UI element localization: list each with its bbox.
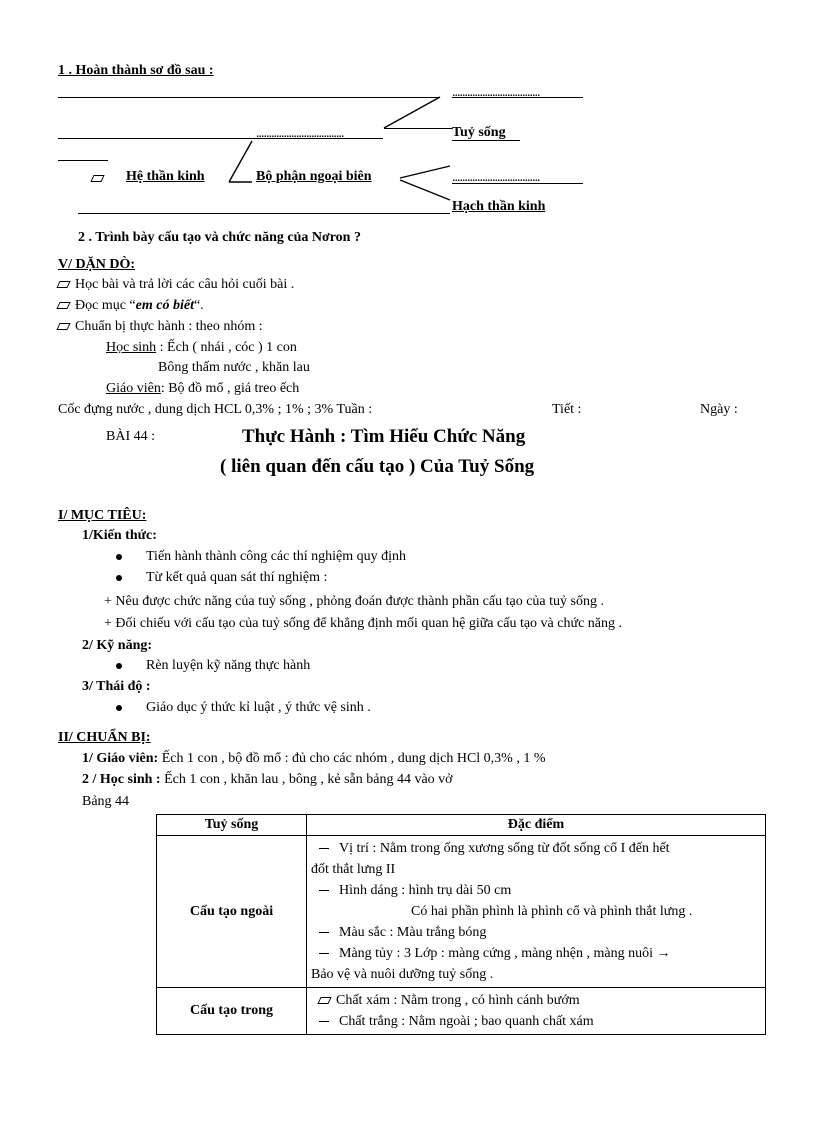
row-label-internal: Cấu tạo trong (157, 988, 307, 1035)
table-header-row (157, 815, 766, 836)
peripheral-label: Bộ phận ngoại biên (256, 169, 372, 184)
dash-icon (319, 1021, 329, 1022)
section2-title: 2 . Trình bày cấu tạo và chức năng của Nơron ? (78, 230, 361, 245)
knowledge-item-1: Tiến hành thành công các thí nghiệm quy định (116, 550, 406, 564)
knowledge-item-4: + Đối chiếu với cấu tạo của tuỷ sống để khẳng định mối quan hệ giữa cấu tạo và chức năng . (104, 616, 622, 631)
student-prep: Học sinh : Ếch ( nhái , cóc ) 1 con (106, 340, 297, 355)
diagram-connectors (0, 0, 816, 230)
homework-item-3: Chuẩn bị thực hành : theo nhóm : (58, 320, 263, 334)
answer-dots-3: ................................... (452, 170, 540, 185)
extra-materials: Cốc đựng nước , dung dịch HCL 0,3% ; 1% ; 3% Tuần : (58, 402, 373, 417)
blank-line-3 (452, 183, 583, 184)
answer-dots-1: ................................... (452, 85, 540, 100)
date-label: Ngày : (700, 402, 738, 417)
table-caption: Bảng 44 (82, 794, 130, 809)
dash-icon (319, 932, 329, 933)
row-details-external: Vị trí : Nằm trong ống xương sống từ đốt sống cổ I đến hết đốt thắt lưng II Hình dáng : hình trụ dài 50 cm Có hai phần phình là phình cổ và phình thắt lưng . Màu sắc : Màu trắng bóng Màng tủy : 3 Lớp : màng cứng , màng nhện , màng nuôi → Bảo vệ và nuôi dưỡng tuỷ sống . (307, 836, 766, 988)
preparation-title: II/ CHUẨN BỊ: (58, 730, 151, 745)
teacher-prep: Giáo viên: Bộ đồ mổ , giá treo ếch (106, 381, 300, 396)
student-prep-2: Bông thấm nước , khăn lau (158, 360, 310, 375)
checkbox-icon (56, 323, 70, 330)
table-44 (156, 814, 766, 1035)
bullet-icon (116, 663, 122, 669)
nervous-system-label: Hệ thần kinh (126, 169, 205, 184)
student-materials: 2 / Học sinh : Ếch 1 con , khăn lau , bông , kẻ sẵn bảng 44 vào vở (82, 772, 453, 787)
ganglion-label: Hạch thần kinh (452, 199, 546, 214)
dash-icon (319, 953, 329, 954)
homework-item-1: Học bài và trả lời các câu hỏi cuối bài . (58, 278, 294, 292)
bullet-icon (116, 575, 122, 581)
table-header: Tuỷ sống (157, 815, 307, 836)
attitude-item-1: Giáo dục ý thức kỉ luật , ý thức vệ sinh . (116, 701, 371, 715)
lesson-number: BÀI 44 : (106, 429, 155, 444)
knowledge-heading: 1/Kiến thức: (82, 528, 157, 543)
skills-heading: 2/ Kỹ năng: (82, 638, 153, 653)
lesson-title-1: Thực Hành : Tìm Hiểu Chức Năng (242, 426, 526, 447)
objectives-title: I/ MỤC TIÊU: (58, 508, 147, 523)
period-label: Tiết : (552, 402, 582, 417)
answer-dots-2: ................................... (256, 126, 344, 141)
lesson-title-2: ( liên quan đến cấu tạo ) Của Tuỷ Sống (220, 456, 535, 477)
homework-item-2: Đọc mục “em có biết“. (58, 299, 204, 313)
bullet-icon (116, 705, 122, 711)
homework-title: V/ DẶN DÒ: (58, 257, 135, 272)
blank-line-4 (78, 213, 450, 214)
bullet-icon (116, 554, 122, 560)
checkbox-icon (317, 997, 331, 1004)
table-row (157, 988, 766, 1035)
knowledge-item-3: + Nêu được chức năng của tuỷ sống , phỏng đoán được thành phần cấu tạo của tuỷ sống . (104, 594, 604, 609)
attitude-heading: 3/ Thái độ : (82, 679, 151, 694)
table-header: Đặc điểm (307, 815, 766, 836)
teacher-materials: 1/ Giáo viên: Ếch 1 con , bộ đồ mổ : đủ cho các nhóm , dung dịch HCl 0,3% , 1 % (82, 751, 546, 766)
spinal-cord-label: Tuỷ sống (452, 125, 506, 140)
dash-icon (319, 890, 329, 891)
dash-icon (319, 848, 329, 849)
skills-item-1: Rèn luyện kỹ năng thực hành (116, 659, 310, 673)
row-details-internal: Chất xám : Nằm trong , có hình cánh bướm Chất trắng : Nằm ngoài ; bao quanh chất xám (307, 988, 766, 1035)
section1-title: 1 . Hoàn thành sơ đồ sau : (58, 63, 214, 78)
checkbox-icon (56, 302, 70, 309)
table-row (157, 836, 766, 988)
checkbox-icon (92, 172, 109, 186)
checkbox-icon (56, 281, 70, 288)
knowledge-item-2: Từ kết quả quan sát thí nghiệm : (116, 571, 327, 585)
row-label-external: Cấu tạo ngoài (157, 836, 307, 988)
